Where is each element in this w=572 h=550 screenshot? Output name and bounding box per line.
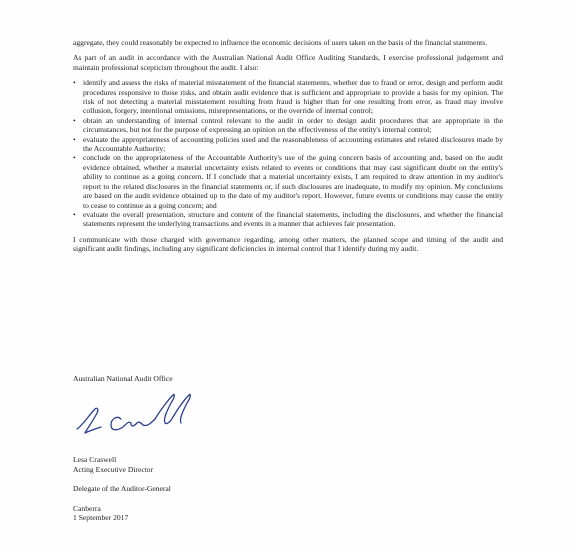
bullet-icon: •	[73, 115, 76, 125]
bullet-icon: •	[73, 209, 76, 219]
bullet-icon: •	[73, 153, 76, 163]
signature-graphic	[73, 385, 193, 455]
paragraph-governance: I communicate with those charged with governance regarding, among other matters, the planned scope and timing of the audit and significant audit findings, including any significant deficiencies in internal control that I identify during my audit.	[73, 234, 503, 254]
signing-place: Canberra	[73, 503, 101, 513]
list-item	[73, 210, 503, 229]
signatory-title: Acting Executive Director	[73, 464, 154, 474]
list-item	[73, 135, 503, 154]
list-item-text: obtain an understanding of internal control relevant to the audit in order to design audit procedures that are appropriate in the circumstances, but not for the purpose of expressing an opinion on the effectiveness of the entity's internal control;	[83, 115, 503, 135]
bullet-icon: •	[73, 134, 76, 144]
list-item-text: evaluate the overall presentation, structure and content of the financial statements, including the disclosures, and whether the financial statements represent the underlying transactions and events in a manner that achieves fair presentation.	[83, 209, 503, 229]
list-item-text: evaluate the appropriateness of accounting policies used and the reasonableness of accounting estimates and related disclosures made by the Accountable Authority;	[83, 134, 503, 154]
paragraph-aggregate: aggregate, they could reasonably be expected to influence the economic decisions of users taken on the basis of the financial statements.	[73, 38, 488, 47]
bullet-icon: •	[73, 78, 76, 88]
paragraph-audit-intro: As part of an audit in accordance with the Australian National Audit Office Auditing Standards, I exercise professional judgement and maintain professional scepticism throughout the audit. I also:	[73, 53, 503, 72]
list-item-text: conclude on the appropriateness of the Accountable Authority's use of the going concern basis of accounting and, based on the audit evidence obtained, whether a material uncertainty exists related to events or conditions that may cast significant doubt on the entity's ability to continue as a going concern. If I conclude that a material uncertainty exists, I am required to draw attention in my auditor's report to the related disclosures in the financial statements or, if such disclosures are inadequate, to modify my opinion. My conclusions are based on the audit evidence obtained up to the date of my auditor's report. However, future events or conditions may cause the entity to cease to continue as a going concern; and	[83, 153, 503, 210]
signing-date: 1 September 2017	[73, 513, 129, 523]
list-item	[73, 116, 503, 135]
audit-bullet-list	[73, 78, 503, 229]
list-item	[73, 153, 503, 209]
signatory-delegation: Delegate of the Auditor-General	[73, 484, 171, 494]
signatory-organisation: Australian National Audit Office	[73, 374, 173, 383]
signature-block	[73, 374, 373, 522]
document-body	[73, 38, 503, 260]
handwritten-signature	[73, 385, 193, 455]
signatory-name: Lesa Craswell	[73, 455, 117, 465]
list-item	[73, 78, 503, 116]
list-item-text: identify and assess the risks of material misstatement of the financial statements, whether due to fraud or error, design and perform audit procedures responsive to those risks, and obtain audit evidence that is sufficient and appropriate to provide a basis for my opinion. The risk of not detecting a material misstatement resulting from fraud is higher than for one resulting from error, as fraud may involve collusion, forgery, intentional omissions, misrepresentations, or the override of internal control;	[83, 78, 503, 116]
